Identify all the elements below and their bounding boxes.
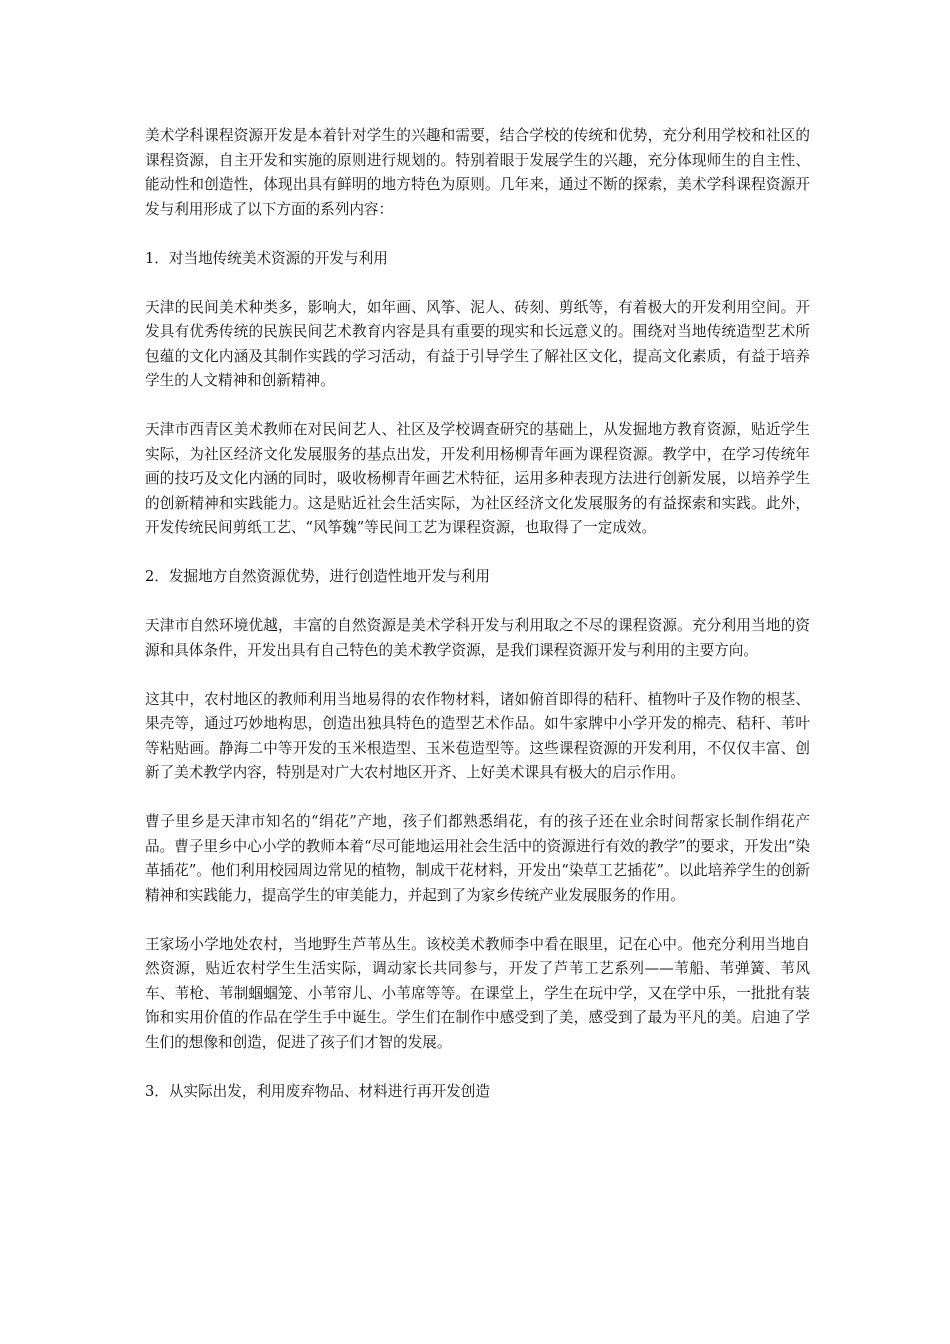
section-2-paragraph-2: 这其中，农村地区的教师利用当地易得的农作物材料，诸如俯首即得的秸秆、植物叶子及作物的根茎、果壳等，通过巧妙地构思，创造出独具特色的造型艺术作品。如牛家牌中小学开发的棉壳、秸秆、苇叶等粘贴画。静海二中等开发的玉米根造型、玉米苞造型等。这些课程资源的开发利用，不仅仅丰富、创新了美术教学内容，特别是对广大农村地区开齐、上好美术课具有极大的启示作用。	[145, 690, 810, 781]
section-2-paragraph-4: 王家场小学地处农村，当地野生芦苇丛生。该校美术教师李中看在眼里，记在心中。他充分利用当地自然资源，贴近农村学生生活实际，调动家长共同参与，开发了芦苇工艺系列——苇船、苇弹簧、苇风车、苇枪、苇制蝈蝈笼、小苇帘儿、小苇席等等。在课堂上，学生在玩中学，又在学中乐，一批批有装饰和实用价值的作品在学生手中诞生。学生们在制作中感受到了美，感受到了最为平凡的美。启迪了学生们的想像和创造，促进了孩子们才智的发展。	[145, 935, 810, 1051]
section-1-paragraph-1: 天津的民间美术种类多，影响大，如年画、风筝、泥人、砖刻、剪纸等，有着极大的开发利用空间。开发具有优秀传统的民族民间艺术教育内容是具有重要的现实和长远意义的。围绕对当地传统造型艺术所包蕴的文化内涵及其制作实践的学习活动，有益于引导学生了解社区文化，提高文化素质，有益于培养学生的人文精神和创新精神。	[145, 298, 810, 389]
section-1-heading: 1．对当地传统美术资源的开发与利用	[145, 249, 388, 267]
section-2-heading: 2．发掘地方自然资源优势，进行创造性地开发与利用	[145, 568, 490, 585]
section-3-heading: 3．从实际出发，利用废弃物品、材料进行再开发创造	[145, 1082, 490, 1100]
intro-paragraph: 美术学科课程资源开发是本着针对学生的兴趣和需要，结合学校的传统和优势，充分利用学校和社区的课程资源，自主开发和实施的原则进行规划的。特别着眼于发展学生的兴趣，充分体现师生的自主性、能动性和创造性，体现出具有鲜明的地方特色为原则。几年来，通过不断的探索，美术学科课程资源开发与利用形成了以下方面的系列内容：	[145, 127, 810, 218]
document-body	[145, 124, 810, 1129]
section-2-paragraph-1: 天津市自然环境优越，丰富的自然资源是美术学科开发与利用取之不尽的课程资源。充分利用当地的资源和具体条件，开发出具有自己特色的美术教学资源，是我们课程资源开发与利用的主要方向。	[145, 617, 810, 659]
section-1-paragraph-2: 天津市西青区美术教师在对民间艺人、社区及学校调查研究的基础上，从发掘地方教育资源，贴近学生实际，为社区经济文化发展服务的基点出发，开发利用杨柳青年画为课程资源。教学中，在学习传统年画的技巧及文化内涵的同时，吸收杨柳青年画艺术特征，运用多种表现方法进行创新发展，以培养学生的创新精神和实践能力。这是贴近社会生活实际，为社区经济文化发展服务的有益探索和实践。此外，开发传统民间剪纸工艺、“风筝魏”等民间工艺为课程资源，也取得了一定成效。	[145, 421, 810, 536]
section-2-paragraph-3: 曹子里乡是天津市知名的“绢花”产地，孩子们都熟悉绢花，有的孩子还在业余时间帮家长制作绢花产品。曹子里乡中心小学的教师本着“尽可能地运用社会生活中的资源进行有效的教学”的要求，开发出“染革插花”。他们利用校园周边常见的植物，制成干花材料，开发出“染草工艺插花”。以此培养学生的创新精神和实践能力，提高学生的审美能力，并起到了为家乡传统产业发展服务的作用。	[145, 813, 810, 904]
